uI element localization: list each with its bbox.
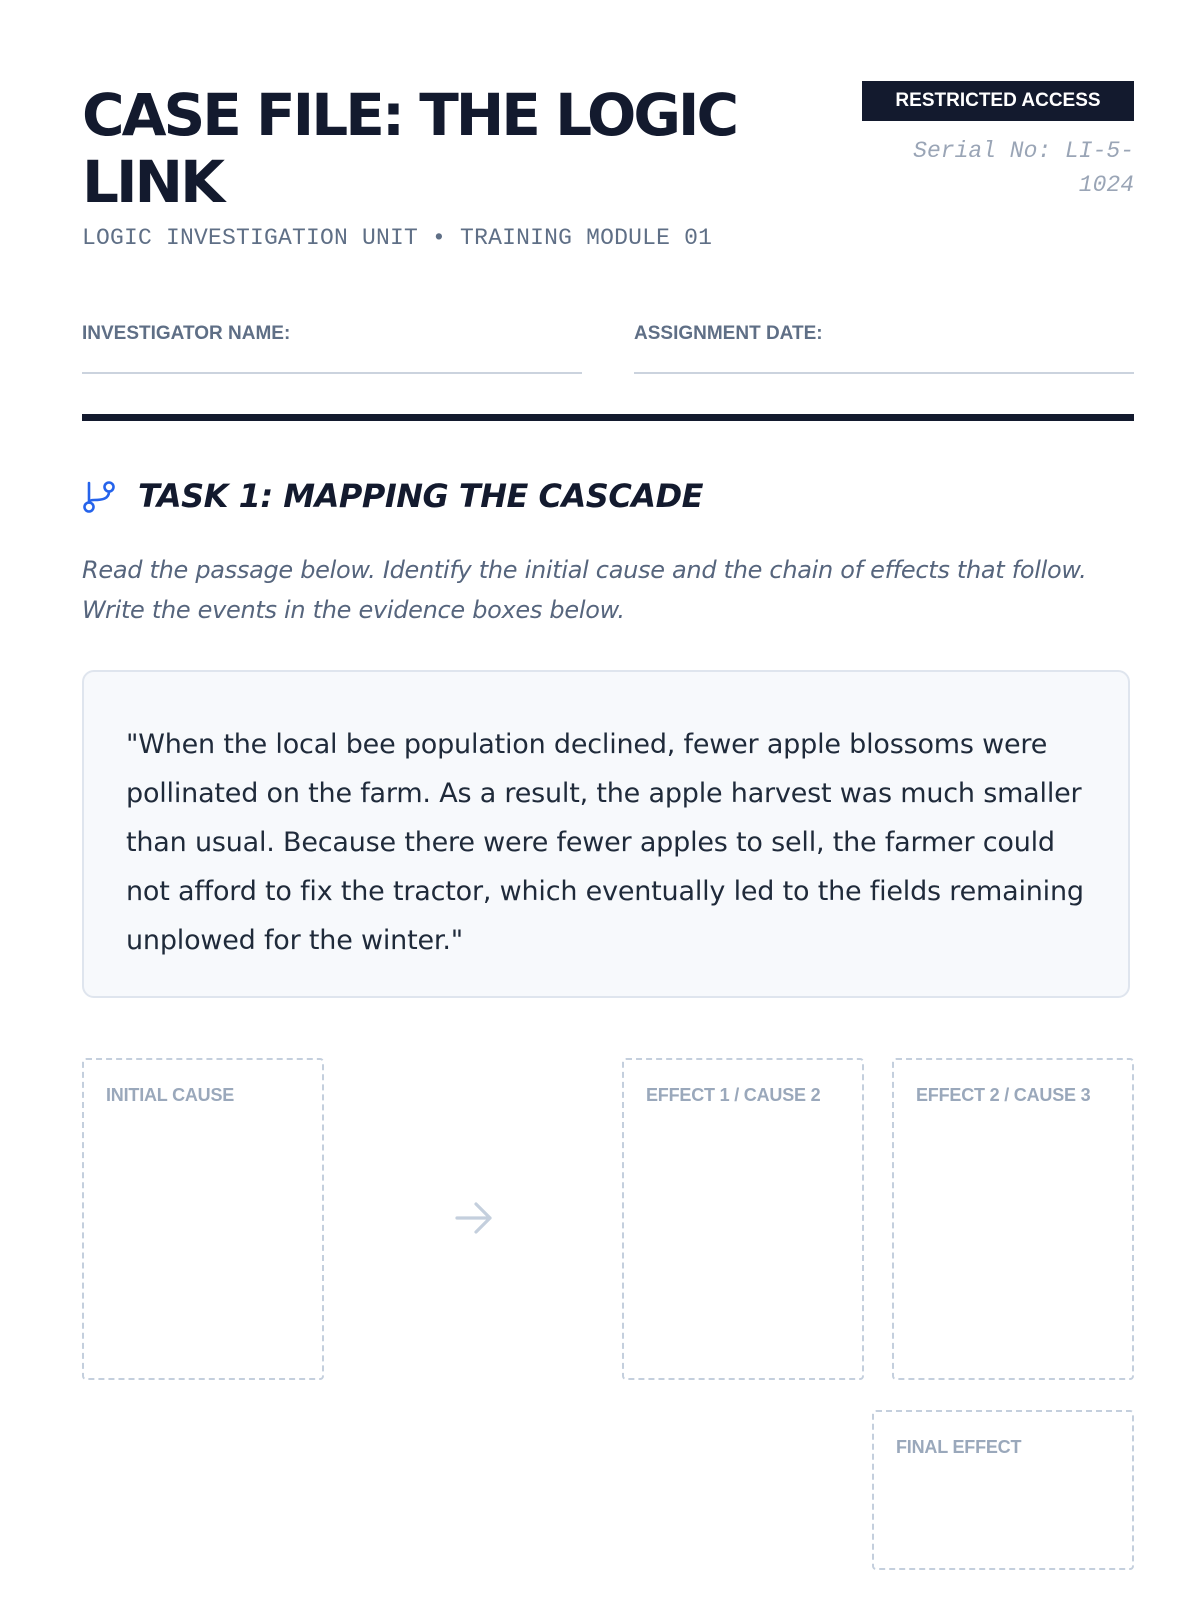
evidence-box-effect-1[interactable] — [622, 1058, 864, 1380]
passage-box — [82, 670, 1130, 998]
evidence-box-initial-cause[interactable] — [82, 1058, 324, 1380]
serial-number: Serial No: LI-5-1024 — [913, 138, 1134, 198]
page-subtitle: LOGIC INVESTIGATION UNIT • TRAINING MODULE 01 — [82, 225, 713, 251]
assignment-date-label: ASSIGNMENT DATE: — [634, 323, 823, 344]
investigator-name-field[interactable] — [82, 322, 582, 374]
evidence-box-effect-2[interactable] — [892, 1058, 1134, 1380]
restricted-access-badge: RESTRICTED ACCESS — [862, 81, 1134, 121]
evidence-box-final-effect[interactable] — [872, 1410, 1134, 1570]
evidence-box-label: EFFECT 2 / CAUSE 3 — [916, 1085, 1091, 1105]
arrow-right-icon — [454, 1198, 494, 1238]
evidence-box-label: EFFECT 1 / CAUSE 2 — [646, 1085, 821, 1105]
evidence-box-label: FINAL EFFECT — [896, 1437, 1022, 1457]
branch-icon — [82, 480, 116, 514]
assignment-date-field[interactable] — [634, 322, 1134, 374]
worksheet-page — [82, 0, 1134, 1600]
evidence-box-label: INITIAL CAUSE — [106, 1085, 235, 1105]
task-instructions: Read the passage below. Identify the initial cause and the chain of effects that follow. Write the events in the evidence boxes below. — [82, 556, 1087, 624]
page-title: CASE FILE: THE LOGIC LINK — [82, 81, 737, 216]
passage-text: "When the local bee population declined, fewer apple blossoms were pollinated on the farm. As a result, the apple harvest was much smaller than usual. Because there were fewer apples to sell, the farmer could not afford to fix the tractor, which eventually led to the fields remaining unplowed for the winter." — [126, 729, 1084, 956]
investigator-name-label: INVESTIGATOR NAME: — [82, 323, 291, 344]
task-title: TASK 1: MAPPING THE CASCADE — [138, 477, 703, 515]
section-divider — [82, 414, 1134, 421]
